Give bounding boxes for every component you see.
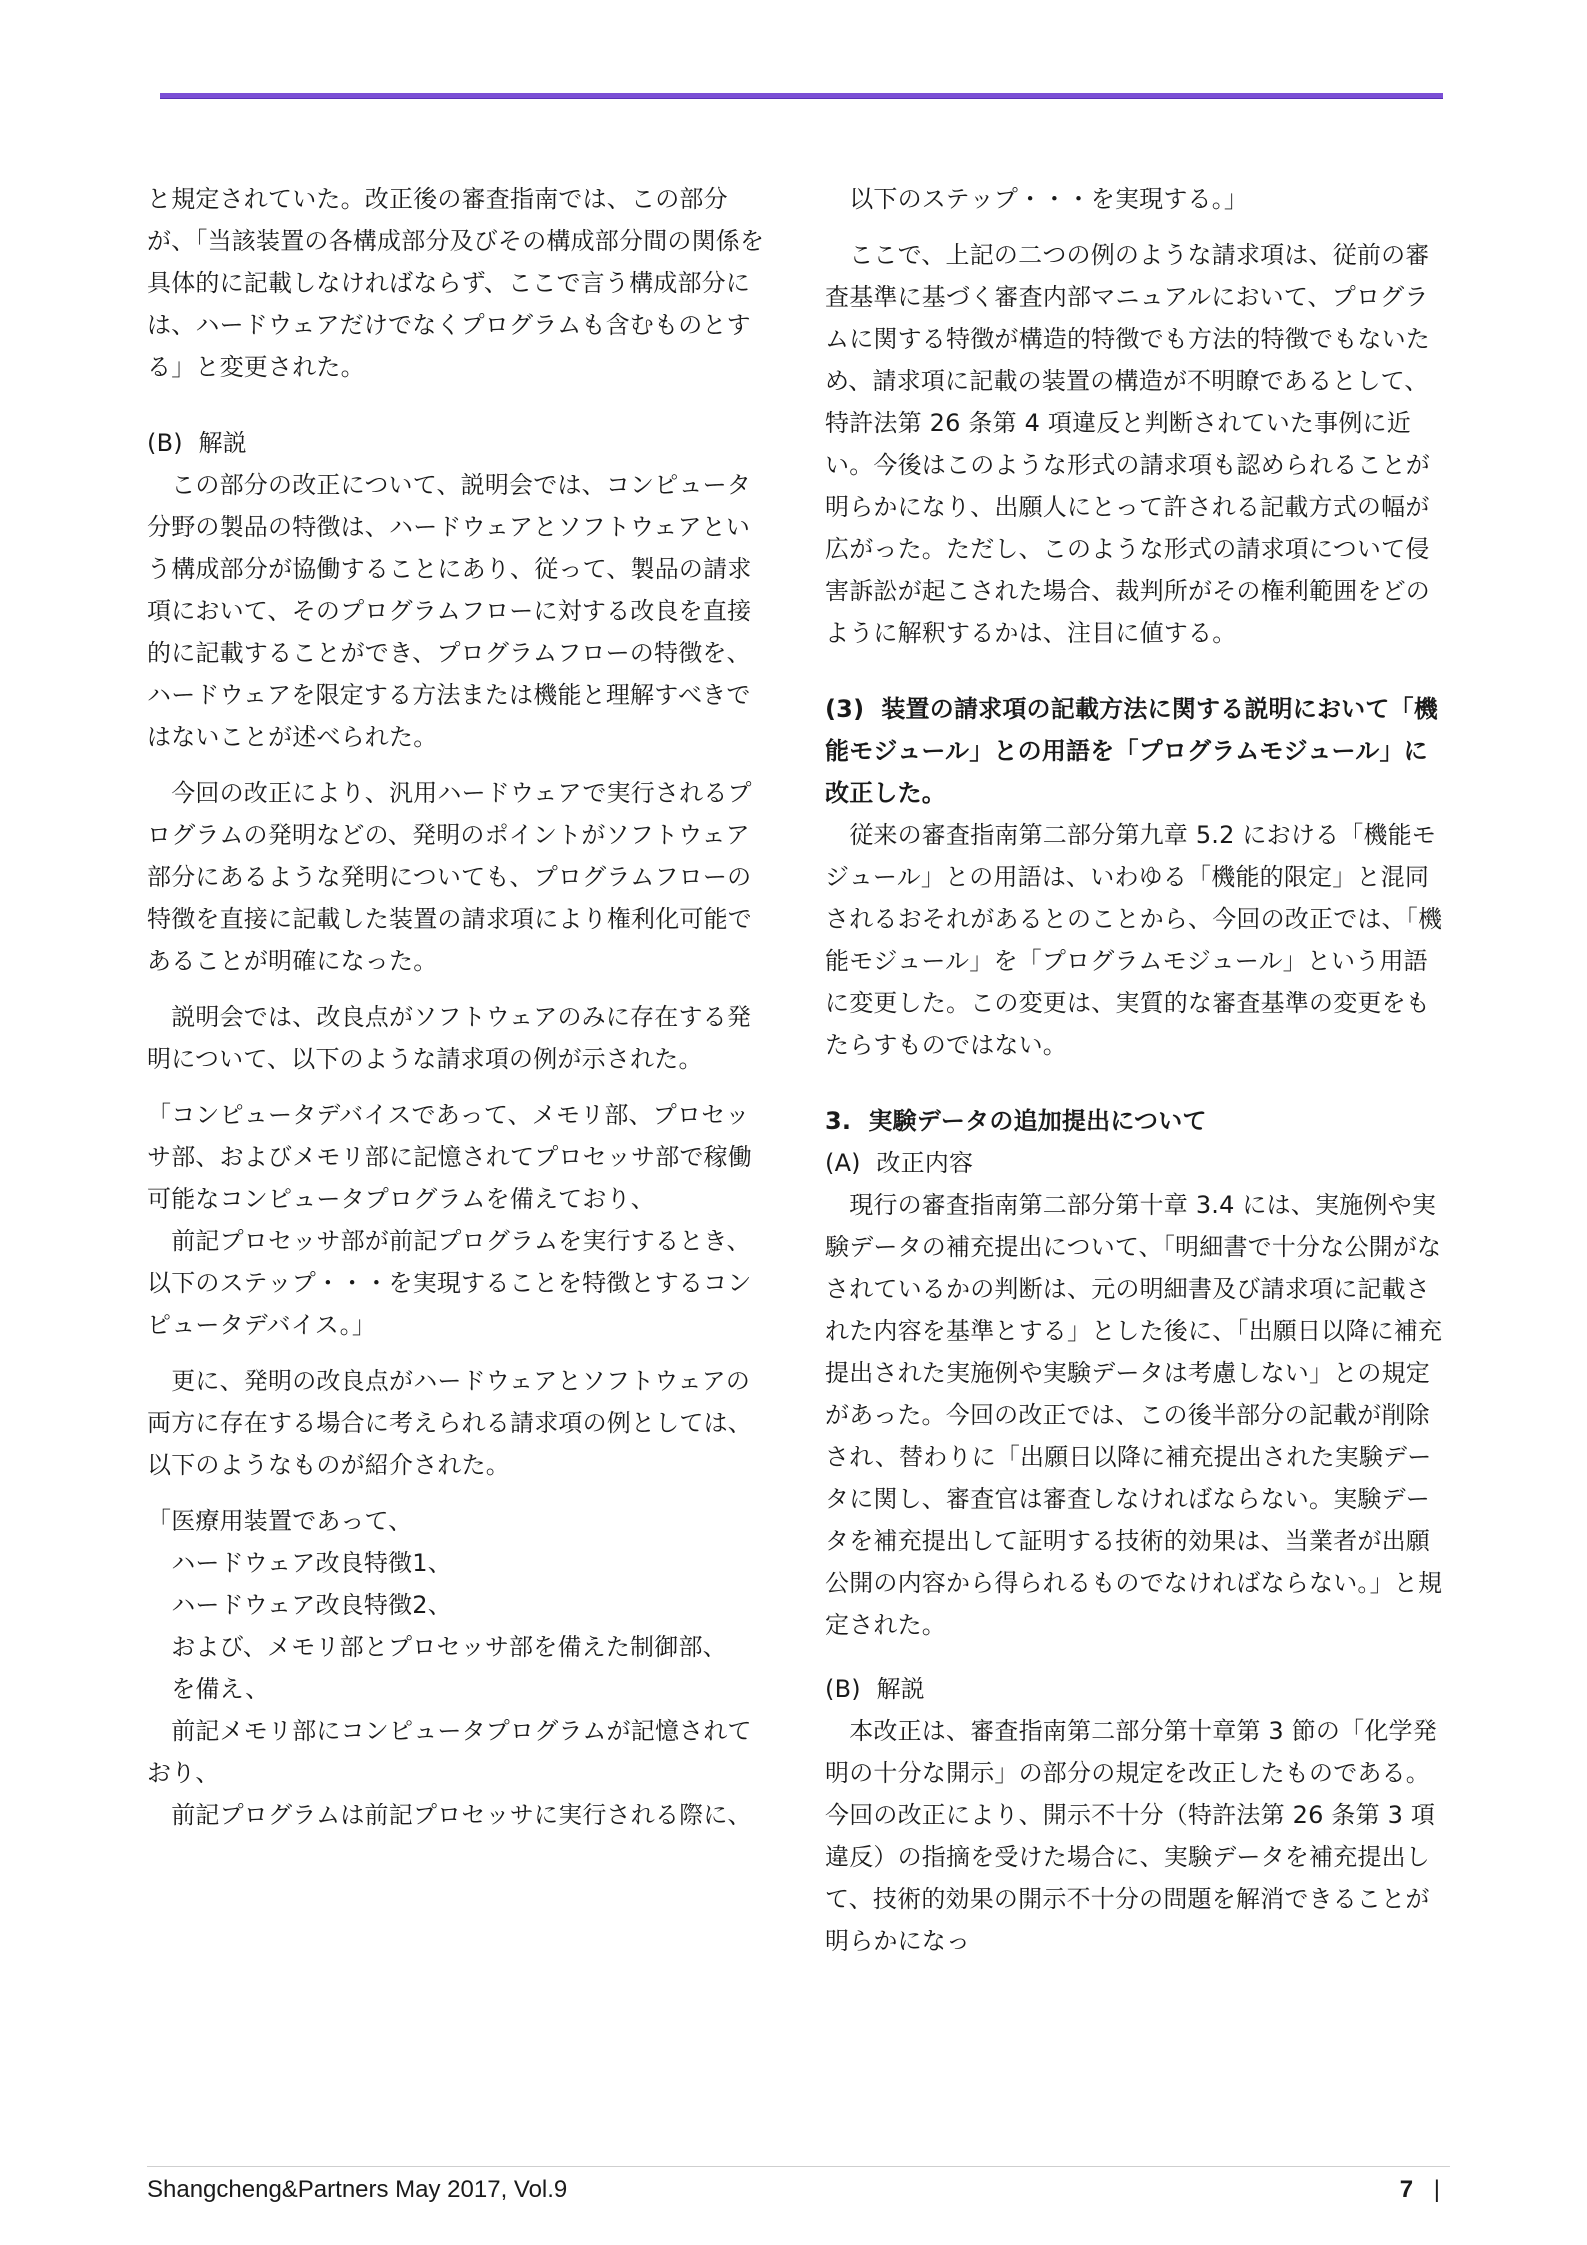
paragraph: 本改正は、審査指南第二部分第十章第 3 節の「化学発明の十分な開示」の部分の規定を改正したものである。今回の改正により、開示不十分（特許法第 26 条第 3 項違反）の指摘を受けた場合に、実験データを補充提出して、技術的効果の開示不十分の問題を解消できることが明らかになっ [825, 1717, 1437, 1955]
right-column [825, 178, 1450, 1962]
section-heading: (3) 装置の請求項の記載方法に関する説明において「機能モジュール」との用語を「プログラムモジュール」に改正した。 [825, 695, 1438, 807]
paragraph: 更に、発明の改良点がハードウェアとソフトウェアの両方に存在する場合に考えられる請求項の例としては、以下のようなものが紹介された。 [147, 1367, 752, 1479]
page-number: 7 [1399, 2176, 1414, 2203]
claim-line: 以下のステップ・・・を実現する。」 [825, 185, 1249, 213]
section-heading: (B) 解説 [147, 429, 247, 457]
claim-line: および、メモリ部とプロセッサ部を備えた制御部、 [147, 1633, 727, 1661]
paragraph: と規定されていた。改正後の審査指南では、この部分が、「当該装置の各構成部分及びその構成部分間の関係を具体的に記載しなければならず、ここで言う構成部分には、ハードウェアだけでなくプログラムも含むものとする」と変更された。 [147, 185, 765, 381]
page-number-block [1400, 2173, 1440, 2207]
claim-line: 前記プログラムは前記プロセッサに実行される際に、 [147, 1801, 752, 1829]
claim-line: 前記メモリ部にコンピュータプログラムが記憶されており、 [147, 1717, 752, 1787]
claim-line: ハードウェア改良特徴1、 [147, 1549, 452, 1577]
subsection-heading: (A) 改正内容 [825, 1149, 974, 1177]
publication-info: Shangcheng&Partners May 2017, Vol.9 [147, 2176, 568, 2203]
paragraph: ここで、上記の二つの例のような請求項は、従前の審査基準に基づく審査内部マニュアルにおいて、プログラムに関する特徴が構造的特徴でも方法的特徴でもないため、請求項に記載の装置の構造が不明瞭であるとして、特許法第 26 条第 4 項違反と判断されていた事例に近い。今後はこのような形式の請求項も認められることが明らかになり、出願人にとって許される記載方式の幅が広がった。ただし、このような形式の請求項について侵害訴訟が起こされた場合、裁判所がその権利範囲をどのように解釈するかは、注目に値する。 [825, 241, 1430, 647]
paragraph: 現行の審査指南第二部分第十章 3.4 には、実施例や実験データの補充提出について、「明細書で十分な公開がなされているかの判断は、元の明細書及び請求項に記載された内容を基準とする」とした後に、「出願日以降に補充提出された実施例や実験データは考慮しない」との規定があった。今回の改正では、この後半部分の記載が削除され、替わりに「出願日以降に補充提出された実験データに関し、審査官は審査しなければならない。実験データを補充提出して証明する技術的効果は、当業者が出願公開の内容から得られるものでなければならない。」と規定された。 [825, 1191, 1443, 1639]
paragraph: この部分の改正について、説明会では、コンピュータ分野の製品の特徴は、ハードウェアとソフトウェアという構成部分が協働することにあり、従って、製品の請求項において、そのプログラムフローに対する改良を直接的に記載することができ、プログラムフローの特徴を、ハードウェアを限定する方法または機能と理解すべきではないことが述べられた。 [147, 471, 752, 751]
page-footer [147, 2166, 1450, 2203]
claim-line: を備え、 [147, 1675, 270, 1703]
claim-line: 「医療用装置であって、 [147, 1507, 413, 1535]
claim-example: 「コンピュータデバイスであって、メモリ部、プロセッサ部、およびメモリ部に記憶されてプロセッサ部で稼働可能なコンピュータプログラムを備えており、 [147, 1101, 752, 1213]
paragraph: 説明会では、改良点がソフトウェアのみに存在する発明について、以下のような請求項の例が示された。 [147, 1003, 752, 1073]
claim-line: ハードウェア改良特徴2、 [147, 1591, 452, 1619]
subsection-heading: (B) 解説 [825, 1675, 925, 1703]
claim-example: 前記プロセッサ部が前記プログラムを実行するとき、以下のステップ・・・を実現することを特徴とするコンピュータデバイス。」 [147, 1227, 752, 1339]
left-column [147, 178, 772, 1836]
paragraph: 従来の審査指南第二部分第九章 5.2 における「機能モジュール」との用語は、いわゆる「機能的限定」と混同されるおそれがあるとのことから、今回の改正では、「機能モジュール」を「プログラムモジュール」という用語に変更した。この変更は、実質的な審査基準の変更をもたらすものではない。 [825, 821, 1443, 1059]
header-divider [160, 93, 1443, 99]
section-heading: 3. 実験データの追加提出について [825, 1107, 1207, 1135]
paragraph: 今回の改正により、汎用ハードウェアで実行されるプログラムの発明などの、発明のポイントがソフトウェア部分にあるような発明についても、プログラムフローの特徴を直接に記載した装置の請求項により権利化可能であることが明確になった。 [147, 779, 752, 975]
footer-separator: | [1433, 2176, 1440, 2203]
